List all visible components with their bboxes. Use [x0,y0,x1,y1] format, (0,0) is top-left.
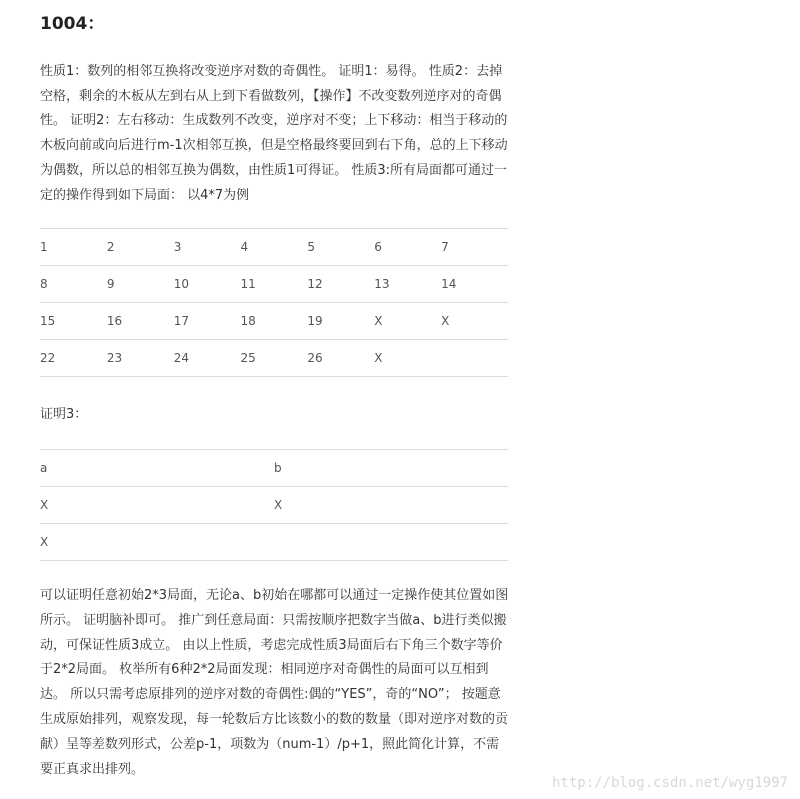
table-cell: X [441,303,508,340]
table-cell: 25 [241,340,308,377]
table-cell: X [374,340,441,377]
table-cell: 9 [107,266,174,303]
table-cell: 12 [307,266,374,303]
table-cell: 3 [174,229,241,266]
table-cell: 23 [107,340,174,377]
table-row [40,524,508,561]
paragraph-properties: 性质1：数列的相邻互换将改变逆序对数的奇偶性。 证明1：易得。 性质2：去掉空格，剩余的木板从左到右从上到下看做数列，【操作】不改变数列逆序对的奇偶性。 证明2：左右移动：生成数列不改变，逆序对不变；上下移动：相当于移动的木板向前或向后进行m-1次相邻互换，但是空格最终要回到右下角，总的上下移动为偶数，所以总的相邻互换为偶数，由性质1可得证。 性质3:所有局面都可通过一定的操作得到如下局面： 以4*7为例 [40,64,508,203]
table-cell: 5 [307,229,374,266]
table-cell: 17 [174,303,241,340]
table-row [40,340,508,377]
table-cell: 6 [374,229,441,266]
table-cell: 24 [174,340,241,377]
table-cell: X [40,524,274,561]
table-cell: 22 [40,340,107,377]
table-row [40,266,508,303]
table-cell: 26 [307,340,374,377]
board-table-4x7 [40,228,508,377]
table-cell: 8 [40,266,107,303]
table-cell: 10 [174,266,241,303]
table-cell: 18 [241,303,308,340]
watermark: http://blog.csdn.net/wyg1997 [551,775,788,791]
proof3-label: 证明3： [40,407,88,422]
table-cell: 4 [241,229,308,266]
table-cell: 13 [374,266,441,303]
table-cell [441,340,508,377]
table-cell: 14 [441,266,508,303]
table-cell: 1 [40,229,107,266]
table-cell: X [40,487,274,524]
table-cell: X [374,303,441,340]
table-cell: 19 [307,303,374,340]
table-cell: a [40,450,274,487]
table-cell: b [274,450,508,487]
table-cell: 2 [107,229,174,266]
table-row [40,450,508,487]
table-cell: X [274,487,508,524]
table-cell: 15 [40,303,107,340]
table-cell [274,524,508,561]
table-cell: 16 [107,303,174,340]
table-row [40,303,508,340]
table-row [40,487,508,524]
page-title: 1004： [40,14,105,34]
table-cell: 7 [441,229,508,266]
paragraph-conclusion: 可以证明任意初始2*3局面，无论a、b初始在哪都可以通过一定操作使其位置如图所示。 证明脑补即可。 推广到任意局面：只需按顺序把数字当做a、b进行类似搬动，可保证性质3成立。 由以上性质，考虑完成性质3局面后右下角三个数字等价于2*2局面。 枚举所有6种2*2局面发现：相同逆序对奇偶性的局面可以互相到达。 所以只需考虑原排列的逆序对数的奇偶性:偶的“YES”，奇的“NO”； 按题意生成原始排列，观察发现，每一轮数后方比该数小的数的数量（即对逆序对数的贡献）呈等差数列形式，公差p-1，项数为（num-1）/p+1，照此简化计算，不需要正真求出排列。 [40,588,509,777]
table-cell: 11 [241,266,308,303]
table-row [40,229,508,266]
board-table-2x3 [40,449,508,561]
